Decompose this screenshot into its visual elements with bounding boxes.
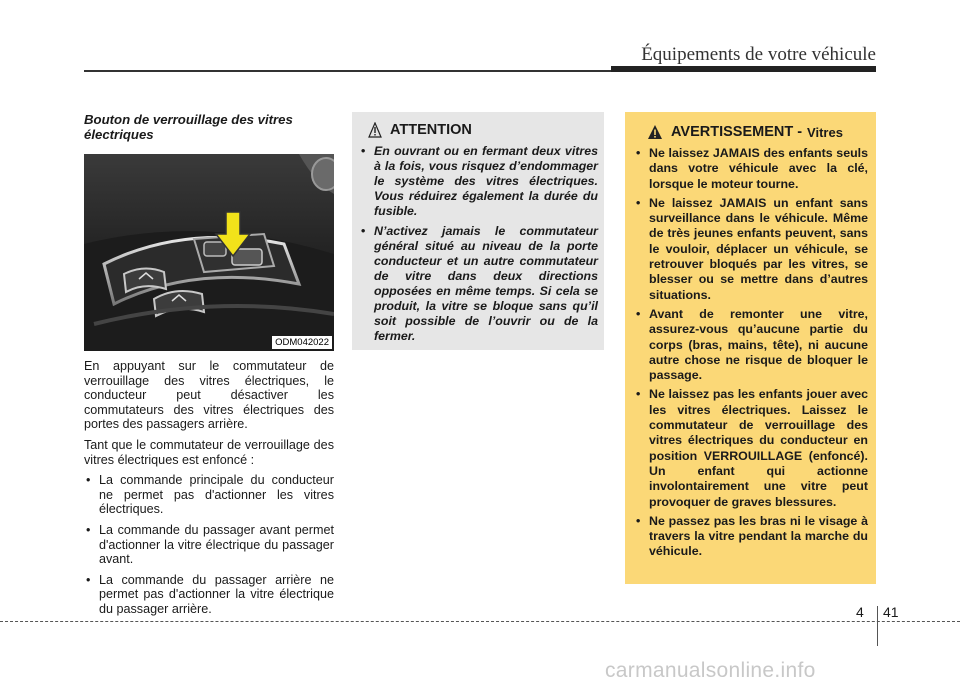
section-title: Bouton de verrouillage des vitres électriques xyxy=(84,112,293,142)
window-lock-photo xyxy=(84,154,334,351)
paragraph: Tant que le commutateur de verrouillage des vitres électriques est enfoncé : xyxy=(84,437,334,467)
footer-rule xyxy=(0,621,960,622)
list-item: • La commande du passager avant permet d'actionner la vitre électrique du passager avant. xyxy=(84,523,334,567)
warning-header xyxy=(647,124,868,140)
list-item: • Ne laissez pas les enfants jouer avec les vitres électriques. Laissez le commutateur de verrouillage des vitres électriques du conducteur en position VERROUILLAGE (enfoncé). Un enfant qui actionne involontairement une vitre peut provoquer de graves blessures. xyxy=(635,387,868,509)
attention-box xyxy=(352,112,604,350)
list-item: • En ouvrant ou en fermant deux vitres à la fois, vous risquez d’endommager le système des vitres électriques. Vous réduirez également la durée du fusible. xyxy=(360,144,598,219)
attention-header xyxy=(368,122,598,138)
page-number-separator xyxy=(877,606,878,646)
image-code: ODM042022 xyxy=(272,336,332,349)
warning-title: AVERTISSEMENT - xyxy=(671,124,803,140)
attention-list xyxy=(360,144,598,344)
warning-box xyxy=(625,112,876,584)
paragraph: En appuyant sur le commutateur de verrouillage des vitres électriques, le conducteur peut désactiver les commutateurs des vitres électriques des portes des passagers arrière. xyxy=(84,359,334,432)
warning-icon xyxy=(647,124,663,140)
caution-icon xyxy=(368,122,382,138)
door-switch-illustration xyxy=(84,154,334,351)
header-title: Équipements de votre véhicule xyxy=(641,44,876,65)
section-body xyxy=(84,359,334,617)
main-column xyxy=(84,112,334,623)
list-item: • N’activez jamais le commutateur général situé au niveau de la porte conducteur et un autre commutateur de vitre dans deux directions opposées en même temps. Si cela se produit, la vitre se bloque sans qu’il soit possible de l’ouvrir ou de la fermer. xyxy=(360,224,598,344)
watermark[interactable]: carmanualsonline.info xyxy=(605,659,816,682)
bullet-list xyxy=(84,473,334,616)
warning-list xyxy=(635,146,868,560)
list-item: • Avant de remonter une vitre, assurez-vous qu’aucune partie du corps (bras, mains, tête), ni aucune autre chose ne risque de bloquer le passage. xyxy=(635,307,868,383)
list-item: • Ne laissez JAMAIS des enfants seuls dans votre véhicule avec la clé, lorsque le moteur tourne. xyxy=(635,146,868,192)
attention-title: ATTENTION xyxy=(390,122,472,138)
list-item: • Ne passez pas les bras ni le visage à travers la vitre pendant la marche du véhicule. xyxy=(635,514,868,560)
chapter-number: 4 xyxy=(856,604,864,620)
page-number: 41 xyxy=(883,604,899,620)
header-rule-accent xyxy=(611,66,876,72)
list-item: • La commande du passager arrière ne permet pas d'actionner la vitre électrique du passager arrière. xyxy=(84,573,334,617)
warning-subtitle: Vitres xyxy=(807,124,843,140)
list-item: • La commande principale du conducteur ne permet pas d'actionner les vitres électriques. xyxy=(84,473,334,517)
list-item: • Ne laissez JAMAIS un enfant sans surveillance dans le véhicule. Même de très jeunes enfants peuvent, sans le vouloir, déplacer un véhicule, se retrouver bloqués par les vitres, se blesser ou se mettre dans d’autres situations. xyxy=(635,196,868,303)
